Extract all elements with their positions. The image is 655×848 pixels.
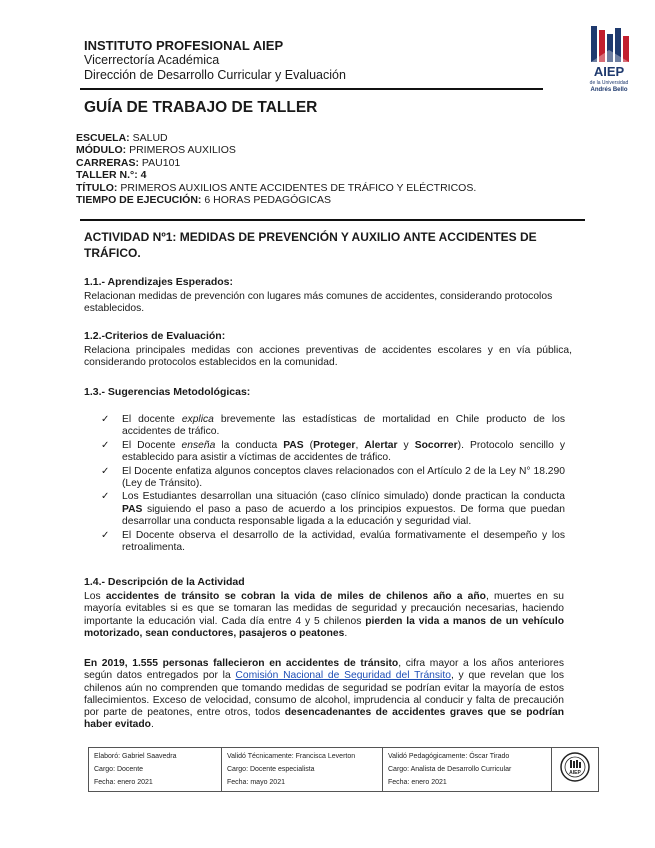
titulo-value: PRIMEROS AUXILIOS ANTE ACCIDENTES DE TRÁFICO Y ELÉCTRICOS. [120,181,477,194]
modulo-value: PRIMEROS AUXILIOS [129,144,236,157]
header-rule [80,88,543,90]
vicerrectoria: Vicerrectoría Académica [84,53,220,67]
carreras-value: PAU101 [141,156,181,169]
tiempo-value: 6 HORAS PEDAGÓGICAS [204,194,331,207]
aiep-stamp-icon [559,751,591,783]
section-heading-criterios: 1.2.-Criterios de Evaluación: [84,330,226,342]
section-heading-aprendizajes: 1.1.- Aprendizajes Esperados: [84,276,233,288]
aprendizajes-text: Relacionan medidas de prevención con lugares más comunes de accidentes, considerando protocolos establecidos. [84,291,553,315]
course-meta: ESCUELA: SALUD MÓDULO: PRIMEROS AUXILIOS CARRERAS: PAU101 TALLER N.°: 4 TÍTULO: PRIMEROS AUXILIOS ANTE ACCIDENTES DE TRÁFICO Y ELÉCTRICOS. TIEMPO DE EJECUCIÓN: 6 HORAS PEDAGÓGICAS [76,132,477,207]
svg-text:de la Universidad: de la Universidad [589,80,629,86]
activity-title: ACTIVIDAD Nº1: MEDIDAS DE PREVENCIÓN Y AUXILIO ANTE ACCIDENTES DE TRÁFICO. [84,230,537,260]
svg-text:AIEP: AIEP [569,770,581,776]
institution-header [84,38,346,83]
check-icon: ✓ [101,465,110,477]
institution-name: INSTITUTO PROFESIONAL AIEP [84,38,284,53]
list-item: ✓ El Docente enseña la conducta PAS (Proteger, Alertar y Socorrer). Protocolo sencillo y establecido para asistir a víctimas de accidentes de tráfico. [101,439,565,464]
check-icon: ✓ [101,439,110,451]
list-item: ✓ El Docente enfatiza algunos conceptos claves relacionados con el Artículo 2 de la Ley N° 18.290 (Ley de Tránsito). [101,465,565,490]
escuela-value: SALUD [132,132,168,144]
stamp-cell [552,748,599,792]
elaboro-cell: Elaboró: Gabriel Saavedra Cargo: Docente Fecha: enero 2021 [89,748,222,792]
section-heading-descripcion: 1.4.- Descripción de la Actividad [84,576,245,588]
footer-validation-table [88,747,599,792]
section-rule [80,219,585,221]
page-title: GUÍA DE TRABAJO DE TALLER [84,99,318,116]
section-heading-sugerencias: 1.3.- Sugerencias Metodológicas: [84,386,251,398]
check-icon: ✓ [101,529,110,541]
valido-pedagogico-cell: Validó Pedagógicamente: Óscar Tirado Cargo: Analista de Desarrollo Curricular Fecha: enero 2021 [383,748,552,792]
list-item: ✓ Los Estudiantes desarrollan una situación (caso clínico simulado) donde practican la conducta PAS siguiendo el paso a paso de acuerdo a los principios expuestos. De forma que puedan desarrollar una conducta responsable ligada a la educación y seguridad vial. [101,491,565,528]
criterios-text: Relaciona principales medidas con acciones preventivas de accidentes escolares y en vía pública, considerando protocolos establecidos en la comunidad. [84,345,572,369]
valido-tecnico-cell: Validó Técnicamente: Francisca Leverton Cargo: Docente especialista Fecha: mayo 2021 [222,748,383,792]
conaset-link[interactable]: Comisión Nacional de Seguridad del Tránsito [235,670,451,682]
sugerencias-list [101,414,565,555]
check-icon: ✓ [101,414,110,425]
descripcion-paragraph-1: Los accidentes de tránsito se cobran la vida de miles de chilenos año a año, muertes en su mayoría evitables si es que se tomaran las medidas de seguridad y precaución necesarias, haciendo importante la educación vial. Cada día entre 4 y 5 chilenos pierden la vida a manos de un vehículo motorizado, sean conductores, pasajeros o peatones. [84,591,564,639]
taller-value: 4 [140,169,147,182]
check-icon: ✓ [101,491,110,503]
svg-text:Andrés Bello: Andrés Bello [590,87,628,93]
direccion: Dirección de Desarrollo Curricular y Evaluación [84,68,346,82]
list-item: ✓ El Docente observa el desarrollo de la actividad, evalúa formativamente el desempeño y los retroalimenta. [101,529,565,554]
list-item: ✓ El docente explica brevemente las estadísticas de mortalidad en Chile producto de los accidentes de tráfico. [101,414,565,438]
svg-text:AIEP: AIEP [593,64,625,79]
descripcion-paragraph-2: En 2019, 1.555 personas fallecieron en accidentes de tránsito, cifra mayor a los años anteriores según datos entregados por la Comisión Nacional de Seguridad del Tránsito, y que revelan que los chilenos aún no comprenden que tomando medidas de seguridad se podrían evitar la mayoría de estos fallecimientos. Exceso de velocidad, consumo de alcohol, imprudencia al conducir y falta de precaución por parte de peatones, entre otros, todos desencadenantes de accidentes graves que se podrían haber evitado. [84,658,565,731]
aiep-logo [583,24,635,94]
